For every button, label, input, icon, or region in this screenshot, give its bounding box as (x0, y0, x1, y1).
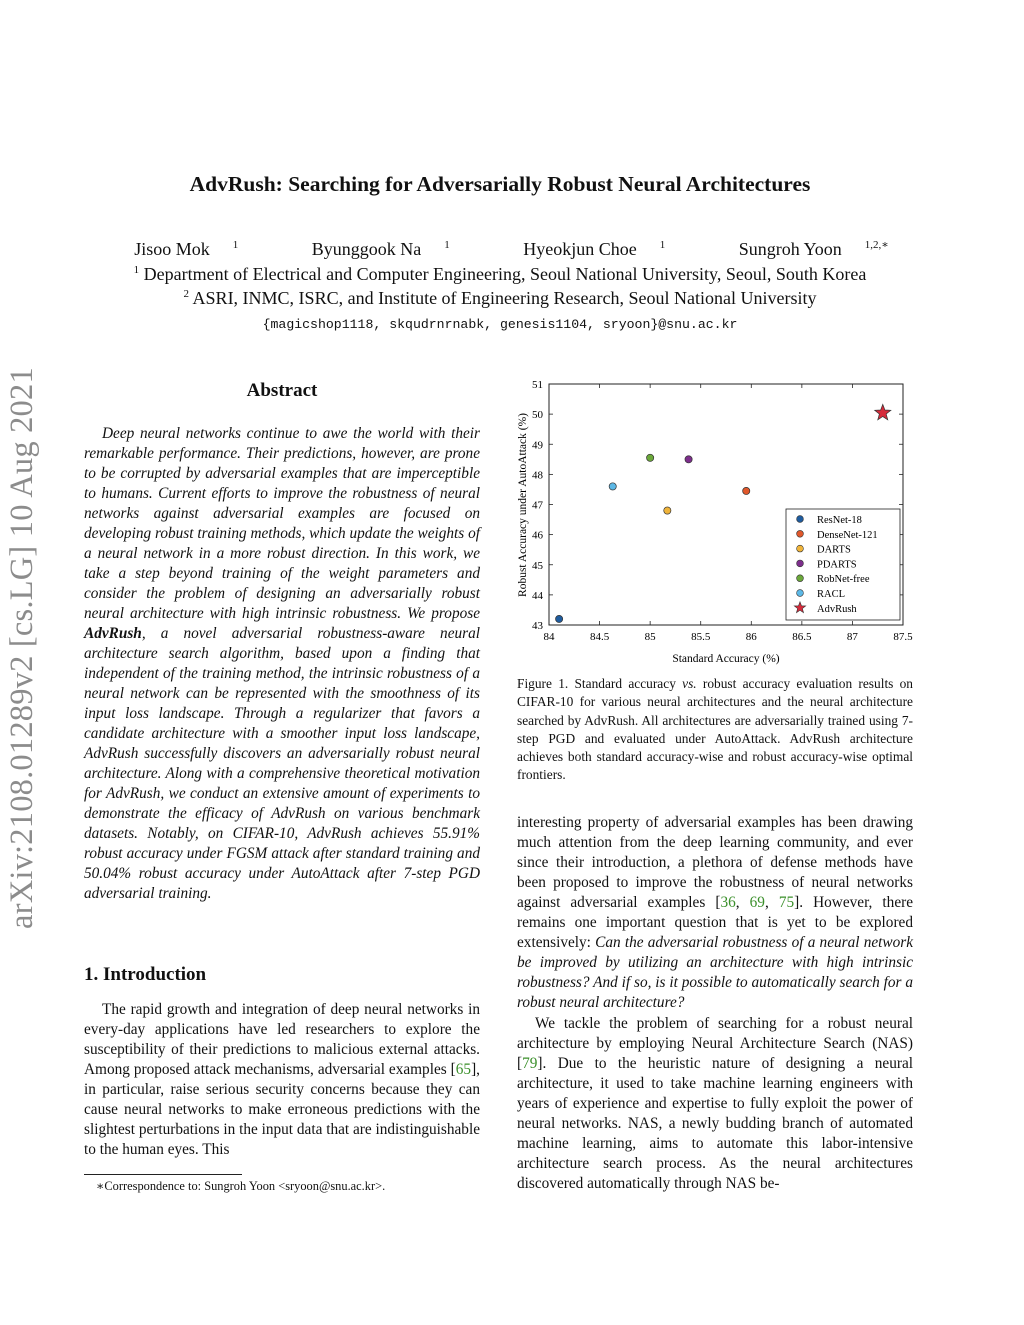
author: Sungroh Yoon $^{1,2,∗}$ (738, 239, 889, 259)
data-point-pdarts (685, 456, 692, 463)
data-point-robnet-free (647, 454, 654, 461)
footnote-divider (84, 1174, 242, 1175)
legend-label: AdvRush (817, 603, 857, 615)
paper-title: AdvRush: Searching for Adversarially Robust Neural Architectures (189, 172, 811, 196)
author: Byunggook Na $^1$ (311, 239, 450, 259)
data-point-densenet-121 (743, 487, 750, 494)
legend-label: PDARTS (817, 559, 857, 571)
abstract-heading: Abstract (246, 380, 318, 401)
y-tick-label: 43 (532, 620, 543, 632)
arxiv-identifier: arXiv:2108.01289v2 [cs.LG] 10 Aug 2021 (4, 367, 40, 929)
data-point-darts (664, 507, 671, 514)
figure-1-scatter-chart (508, 372, 918, 668)
abstract-body: Deep neural networks continue to awe the world with their remarkable performance. Their predictions, however, are prone to be corrupted by adversarial examples that are imperceptible to humans. Current efforts to improve the robustness of neural networks against adversarial examples are focused on developing robust training methods, which update the weights of a neural network in a more robust direction. In this work, we take a step beyond training of the weight parameters and consider the problem of designing an adversarially robust neural architecture with high intrinsic robustness. We propose AdvRush, a novel adversarial robustness-aware neural architecture search algorithm, based upon a finding that independent of the training method, the intrinsic robustness of a neural network can be represented with the smoothness of its input loss landscape. Through a regularizer that favors a candidate architecture with a smoother input loss landscape, AdvRush successfully discovers an adversarially robust neural architecture. Along with a comprehensive theoretical motivation for AdvRush, we conduct an extensive amount of experiments to demonstrate the efficacy of AdvRush on various benchmark datasets. Notably, on CIFAR-10, AdvRush achieves 55.91% robust accuracy under FGSM attack after standard training and 50.04% robust accuracy under AutoAttack after 7-step PGD adversarial training. (84, 425, 480, 902)
x-tick-label: 87 (846, 631, 858, 643)
y-tick-label: 48 (532, 469, 543, 482)
intro-paragraph: The rapid growth and integration of deep neural networks in every-day applications have led researchers to explore the susceptibility of their predictions to malicious external attacks. Among proposed attack mechanisms, adversarial examples [65], in particular, raise serious security concerns because they can cause neural networks to make erroneous predictions with the slightest perturbations in the input data that are indistinguishable to the human eyes. This (84, 1001, 480, 1158)
legend-label: DARTS (817, 544, 851, 556)
citation-link[interactable]: 75 (778, 894, 795, 911)
legend-label: RobNet-free (817, 574, 870, 586)
x-tick-label: 85.5 (691, 631, 711, 643)
y-tick-label: 47 (532, 499, 543, 512)
data-point-advrush (875, 404, 891, 419)
affiliation: $^2$ ASRI, INMC, ISRC, and Institute of Engineering Research, Seoul National University (183, 288, 817, 308)
x-axis-label: Standard Accuracy (%) (672, 653, 780, 665)
citation-link[interactable]: 36 (720, 894, 736, 911)
y-tick-label: 46 (532, 529, 543, 542)
x-tick-label: 86.5 (792, 631, 812, 643)
legend-marker (797, 590, 804, 597)
legend-marker (797, 575, 804, 582)
legend-label: ResNet-18 (817, 515, 862, 526)
x-tick-label: 86 (745, 631, 757, 643)
x-tick-label: 87.5 (893, 631, 913, 643)
author: Hyeokjun Choe $^1$ (523, 239, 666, 259)
body-paragraph: interesting property of adversarial examples has been drawing much attention from the deep learning community, and ever since their introduction, a plethora of defense methods have been proposed to improve the robustness of neural networks against adversarial examples [36, 69, 75]. However, there remains one important question that is yet to be explored extensively: Can the adversarial robustness of a neural network be improved by utilizing an architecture with high intrinsic robustness? And if so, is it possible to automatically search for a robust neural architecture? (517, 814, 913, 1011)
y-tick-label: 51 (532, 379, 543, 391)
data-point-resnet-18 (556, 615, 563, 622)
y-tick-label: 44 (532, 589, 543, 602)
y-tick-label: 50 (532, 409, 543, 422)
legend-marker (797, 516, 804, 523)
section-heading-introduction: 1. Introduction (84, 964, 207, 985)
citation-link[interactable]: 69 (749, 894, 765, 911)
body-paragraph: We tackle the problem of searching for a robust neural architecture by employing Neural Architecture Search (NAS) [79]. Due to the heuristic nature of designing a neural architecture, it used to take machine learning engineers with years of experience and expertise to fully exploit the power of neural networks. NAS, a newly budding branch of automated machine learning, aims to automate this labor-intensive architecture search process. As the neural architectures discovered automatically through NAS be- (517, 1015, 913, 1192)
legend-marker (797, 560, 804, 567)
legend-marker (797, 545, 804, 552)
legend-label: RACL (817, 589, 846, 600)
footnote: ∗Correspondence to: Sungroh Yoon <sryoon@snu.ac.kr>. (96, 1179, 386, 1193)
y-axis-label: Robust Accuracy under AutoAttack (%) (517, 413, 529, 597)
figure-caption: Figure 1. Standard accuracy vs. robust accuracy evaluation results on CIFAR-10 for various neural architectures and the neural architecture searched by AdvRush. All architectures are adversarially trained using 7-step PGD and evaluated under AutoAttack. AdvRush architecture achieves both standard accuracy-wise and robust accuracy-wise optimal frontiers. (517, 676, 913, 783)
legend-marker (797, 530, 804, 537)
author-emails: {magicshop1118, skqudrnrnabk, genesis1104, sryoon}@snu.ac.kr (262, 317, 738, 332)
author-list (0, 238, 1000, 260)
x-tick-label: 84 (543, 631, 555, 643)
y-tick-label: 45 (532, 559, 543, 572)
citation-link[interactable]: 65 (455, 1061, 472, 1078)
author: Jisoo Mok $^1$ (134, 239, 239, 259)
citation-link[interactable]: 79 (522, 1055, 538, 1072)
x-tick-label: 85 (644, 631, 656, 643)
data-point-racl (609, 483, 616, 490)
legend-label: DenseNet-121 (817, 529, 878, 541)
x-tick-label: 84.5 (589, 631, 610, 643)
y-tick-label: 49 (532, 439, 543, 452)
affiliation: $^1$ Department of Electrical and Computer Engineering, Seoul National University, Seoul, South Korea (133, 264, 867, 284)
